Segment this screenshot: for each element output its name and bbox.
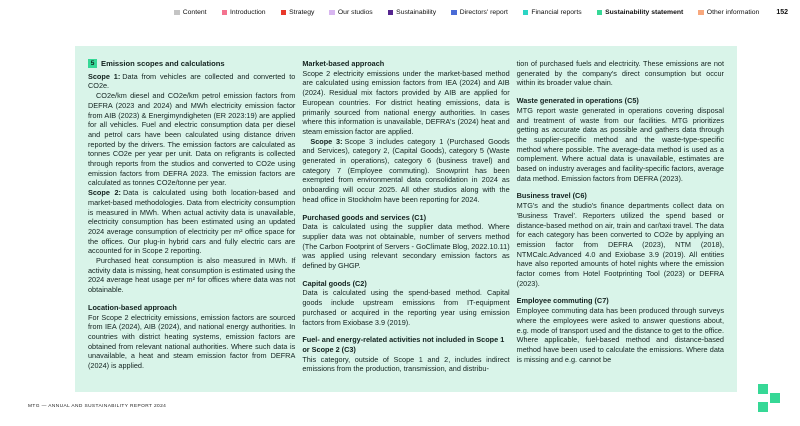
note-number-badge: 5 (88, 59, 97, 68)
nav-item-label: Introduction (230, 9, 266, 16)
logo-square-icon (758, 402, 768, 412)
market-based-heading: Market-based approach (302, 59, 385, 68)
nav-item-label: Financial reports (531, 9, 582, 16)
nav-item-label: Sustainability (396, 9, 437, 16)
nav-item-label: Directors' report (459, 9, 508, 16)
scope2-label: Scope 2: (88, 188, 121, 198)
location-based-paragraph: For Scope 2 electricity emissions, emission factors are sourced from IEA (2024), AIB (2024), and national energy authorities. In countries with district heating systems, emission factors are obtained from relevant national authorities. Where such data is unavailable, a heat and steam emission factor from DEFRA (2024) is applied. (88, 312, 296, 371)
financial-reports-color-square-icon (523, 10, 529, 16)
scope2-heat-paragraph: Purchased heat consumption is also measured in MWh. If activity data is missing, heat consumption is estimated using the 2024 average heat usage per m² for offices where data was not obtainable. (88, 256, 296, 295)
location-based-heading: Location-based approach (88, 302, 177, 312)
sustainability-statement-color-square-icon (597, 10, 603, 16)
scope1-label: Scope 1: (88, 71, 121, 81)
nav-item-label: Content (182, 9, 207, 16)
nav-item-our-studios[interactable] (329, 9, 372, 16)
nav-item-sustainability-statement[interactable] (597, 9, 684, 16)
our-studios-color-square-icon (329, 10, 335, 16)
other-information-color-square-icon (698, 10, 704, 16)
nav-item-label: Sustainability statement (605, 9, 684, 16)
scope3-text: Scope 3 includes category 1 (Purchased Goods and Services), category 2, (Capital Goods), category 5 (Waste generated in operations), category 6 (business travel) and category 7 (Employee commuting). Snowprint has been exempted from environmental data consolidation in 2024 as onboarding will occur 2025. All other studios along with the head office in Stockholm have been reporting for 2024. (302, 136, 510, 204)
fuel-energy-continued-paragraph: tion of purchased fuels and electricity. These emissions are not generated by the company's direct consumption but occur within its broader value chain. (516, 59, 724, 88)
scope1-text: Data from vehicles are collected and converted to CO2e. (88, 71, 296, 91)
scope2-paragraph (88, 188, 295, 256)
nav-item-label: Our studios (337, 9, 373, 16)
nav-item-label: Other information (706, 9, 760, 16)
capital-goods-heading: Capital goods (C2) (302, 278, 367, 288)
scope3-paragraph (302, 137, 509, 205)
directors-report-color-square-icon (451, 10, 457, 16)
panel-column-1 (88, 59, 295, 379)
scope1-paragraph (88, 72, 295, 91)
panel-title: Emission scopes and calculations (101, 59, 225, 68)
scope1-detail-paragraph: CO2e/km diesel and CO2e/km petrol emission factors from DEFRA (2023 and 2024) and MWh electricity emission factor from AIB (2023) & Energimyndigheten (ER 2023:19) are applied for all vehicles. Fuel and electric consumption data per diesel and petrol cars have been calculated using distance driven reported by the drivers. The emission factors are calculated as tonnes CO2e per year per unit. Data on refigrants is collected through reports from the studios and converted to CO2e using emission factors from DEFRA 2023. The emission factors are calculated as tonnes CO2e/tonne per year. (88, 91, 296, 188)
nav-item-introduction[interactable] (222, 9, 266, 16)
sustainability-color-square-icon (388, 10, 394, 16)
nav-item-other-information[interactable] (698, 9, 759, 16)
logo-square-icon (758, 384, 768, 394)
nav-item-sustainability[interactable] (388, 9, 437, 16)
introduction-color-square-icon (222, 10, 228, 16)
employee-commuting-paragraph: Employee commuting data has been produced through surveys where the employees were asked to answer questions about, e.g. mode of transport used and the distance to get to the office. Where applicable, fuel-based method and distance-based method have been used to calculate the emissions. Where data is missing and e.g. cannot be (516, 306, 724, 364)
logo-square-icon (770, 393, 780, 403)
report-footer-line: MTG — ANNUAL AND SUSTAINABILITY REPORT 2024 (28, 404, 167, 409)
nav-item-strategy[interactable] (281, 9, 315, 16)
nav-item-directors-report[interactable] (451, 9, 508, 16)
waste-paragraph: MTG report waste generated in operations covering disposal and treatment of waste from our facilities. MTG prioritizes getting as accurate data as possible and gathers data through the supplier-specific method and the waste-type-specific method where possible. The average-data method is used as a complement. Where actual data is unavailable, estimates are based on industry averages and facility-specific factors, average data method. Emission factors from DEFRA (2023). (516, 105, 724, 183)
fuel-energy-heading: Fuel- and energy-related activities not included in Scope 1 or Scope 2 (C3) (302, 335, 505, 354)
mtg-logo (758, 384, 781, 413)
purchased-goods-paragraph: Data is calculated using the supplier data method. Where supplier data was not obtainable, number of servers method (The Carbon Footprint of Servers - GoClimate Blog, 2022.10.11) was applied using relevant secondary emission factors as defined by GHGP. (302, 222, 510, 271)
purchased-goods-heading: Purchased goods and services (C1) (302, 212, 427, 222)
scope3-label: Scope 3: (310, 136, 343, 146)
business-travel-paragraph: MTG's and the studio's finance departments collect data on 'Business Travel'. Reporters utilized the spend based or distance-based method on air, train and car/taxi travel. The data for each category has been converted to CO2e by applying an emission factor from DEFRA (2023), NTM (2018), NTMCalc.Advanced 4.0 and Exiobase 3.9 (2019). All entities have also reported amounts of hotel nights where the emission factor comes from Hotel Footprinting Tool (2023) or DEFRA (2023). (516, 201, 724, 288)
panel-title-row (88, 59, 295, 69)
fuel-energy-paragraph: This category, outside of Scope 1 and 2, includes indirect emissions from the production, transmission, and distribu- (302, 354, 510, 374)
emission-scopes-panel (75, 46, 737, 392)
business-travel-heading: Business travel (C6) (516, 191, 587, 201)
employee-commuting-heading: Employee commuting (C7) (516, 296, 609, 306)
page-number: 152 (776, 9, 788, 16)
panel-column-2 (302, 59, 509, 379)
panel-column-3 (517, 59, 724, 379)
section-nav (174, 9, 788, 16)
nav-item-label: Strategy (289, 9, 315, 16)
scope2-text: Data is calculated using both location-based and market-based methodologies. Data from electricity consumption is measured in MWh. When actual activity data is unavailable, electricity consumption has been estimated using an updated 2024 average consumption of electricity per m² office space for the offices. Our plug-in hybrid cars and fully electric cars are accounted for in Scope 2 reporting. (88, 188, 296, 256)
nav-item-financial-reports[interactable] (523, 9, 582, 16)
capital-goods-paragraph: Data is calculated using the spend-based method. Capital goods include upstream emissions from IT-equipment purchased or acquired in the reporting year using emission factors from Exiobase 3.9 (2019). (302, 288, 510, 327)
strategy-color-square-icon (281, 10, 287, 16)
content-color-square-icon (174, 10, 180, 16)
market-based-paragraph: Scope 2 electricity emissions under the market-based method are calculated using emission factors from IEA (2024) and AIB (2024). Residual mix factors provided by AIB are applied for European countries. For district heating emissions, data is primarily sourced from national energy authorities. In cases where this information is unavailable, DEFRA's (2024) heat and steam emission factor are applied. (302, 68, 510, 136)
nav-item-content[interactable] (174, 9, 206, 16)
waste-heading: Waste generated in operations (C5) (516, 96, 639, 106)
